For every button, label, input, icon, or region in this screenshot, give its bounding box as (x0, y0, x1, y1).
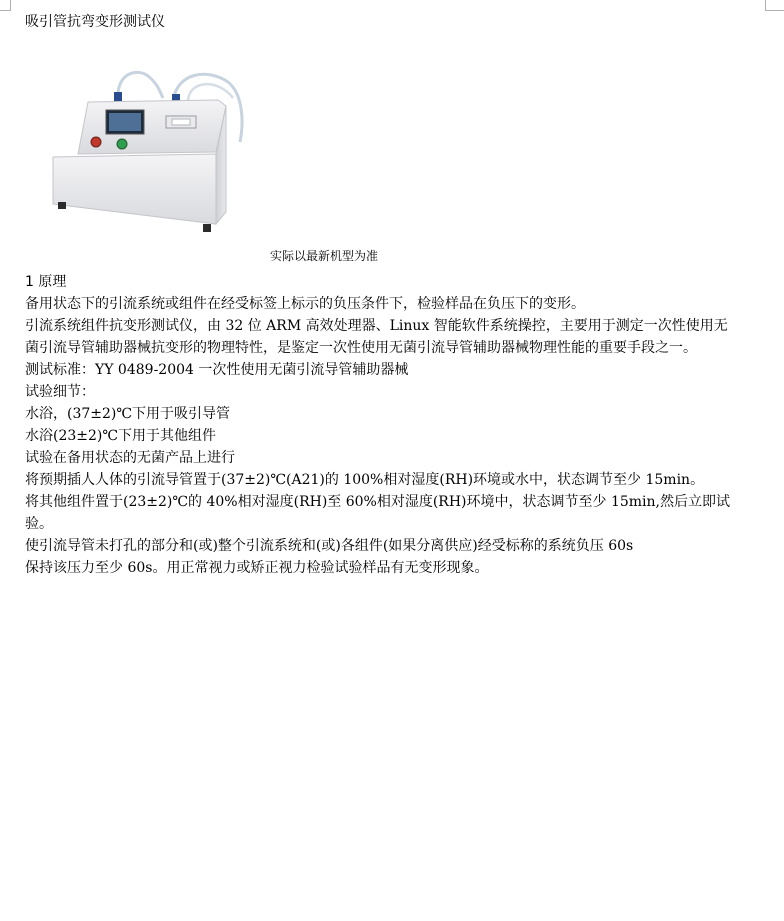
paragraph: 试验细节： (25, 384, 95, 400)
paragraph: 使引流导管未打孔的部分和(或)整个引流系统和(或)各组件(如果分离供应)经受标称的系统负压 60s (25, 538, 634, 554)
device-photo (48, 62, 248, 238)
paragraph: 水浴，(37±2)℃下用于吸引导管 (25, 406, 231, 422)
paragraph: 将预期插人人体的引流导管置于(37±2)℃(A21)的 100%相对湿度(RH)环境或水中，状态调节至少 15min。 (25, 472, 705, 488)
paragraph: 引流系统组件抗变形测试仪，由 32 位 ARM 高效处理器、Linux 智能软件系统操控，主要用于测定一次性使用无菌引流导管辅助器械抗变形的物理特性，是鉴定一次性使用无菌引流导管辅助器械物理性能的重要手段之一。 (25, 318, 728, 356)
paragraph: 备用状态下的引流系统或组件在经受标签上标示的负压条件下，检验样品在负压下的变形。 (25, 296, 585, 312)
document-body (25, 271, 735, 579)
page-corner-mark-right (765, 0, 784, 11)
paragraph: 水浴(23±2)℃下用于其他组件 (25, 428, 217, 444)
section-heading: 1 原理 (25, 274, 67, 290)
document-title: 吸引管抗弯变形测试仪 (25, 14, 165, 30)
paragraph: 将其他组件置于(23±2)℃的 40%相对湿度(RH)至 60%相对湿度(RH)环境中，状态调节至少 15min,然后立即试验。 (25, 494, 731, 532)
page-corner-mark-left (0, 0, 11, 11)
paragraph: 保持该压力至少 60s。用正常视力或矫正视力检验试验样品有无变形现象。 (25, 560, 489, 576)
photo-caption: 实际以最新机型为准 (270, 249, 379, 263)
paragraph: 试验在备用状态的无菌产品上进行 (25, 450, 235, 466)
paragraph: 测试标准：YY 0489-2004 一次性使用无菌引流导管辅助器械 (25, 362, 409, 378)
